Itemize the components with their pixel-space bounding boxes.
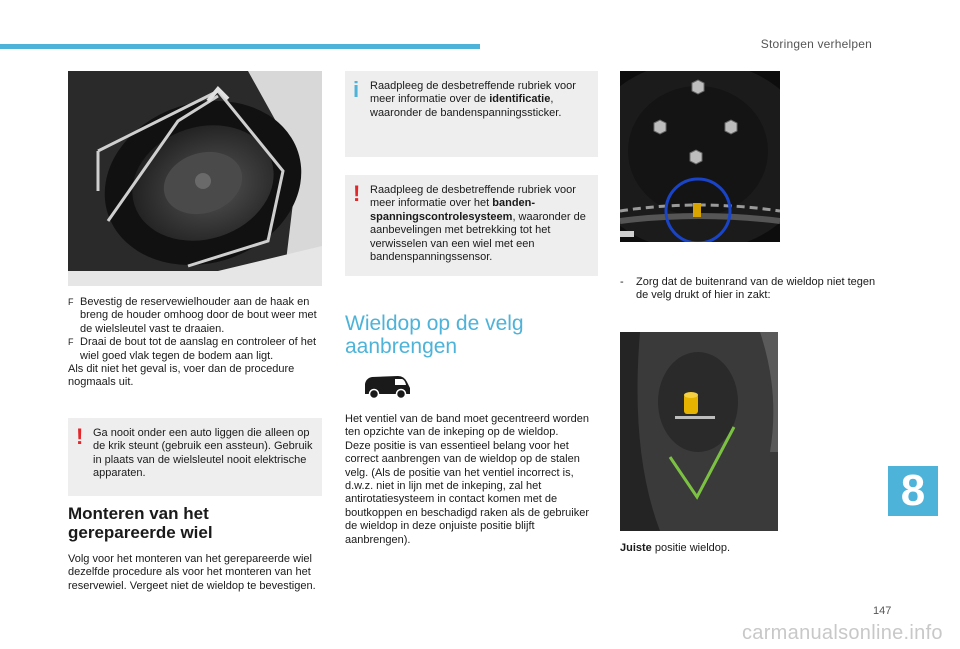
header-accent-bar	[0, 44, 480, 49]
list-item: F Draai de bout tot de aanslag en controleer of het wiel goed vlak tegen de bodem aan ligt.	[68, 336, 317, 362]
hubcap-text: Het ventiel van de band moet gecentreerd worden ten opzichte van de inkeping op de wieldop. Deze positie is van essentieel belang voor het correct aanbrengen van de wieldop op de stalen velg. (Als de positie van het ventiel incorrect is, d.w.z. niet in lijn met de inkeping, zal het antirotatiesysteem in contact komen met de boutkoppen en beschadigd raken als de gebruiker de wieldop in deze onjuiste positie blijft aanbrengen).	[345, 413, 590, 546]
warning-icon: !	[353, 181, 361, 206]
correct-position-photo	[620, 332, 778, 531]
van-icon	[362, 372, 412, 400]
warning-box-jack	[68, 418, 322, 496]
warning-icon: !	[76, 424, 84, 449]
info-box-identification	[345, 71, 598, 157]
section-title: Storingen verhelpen	[760, 37, 872, 51]
list-item: F Bevestig de reservewielhouder aan de haak en breng de houder omhoog door de bout weer met de wielsleutel vast te draaien.	[68, 296, 317, 335]
warning-text: Raadpleeg de desbetreffende rubriek voor meer informatie over het banden-spanningscontrolesysteem, waaronder de aanbevelingen met betrekking tot het verwisselen van een wiel met een bandenspanningssensor.	[370, 184, 586, 264]
heading-hubcap: Wieldop op de velg aanbrengen	[345, 312, 524, 358]
watermark: carmanualsonline.info	[742, 622, 943, 644]
info-icon: i	[353, 77, 360, 102]
chapter-tab: 8	[888, 466, 938, 516]
spare-wheel-photo	[68, 71, 322, 286]
page-number: 147	[873, 605, 892, 617]
repaired-wheel-text: Volg voor het monteren van het gerepareerde wiel dezelfde procedure als voor het monteren van het reservewiel. Vergeet niet de wieldop te bevestigen.	[68, 553, 316, 592]
procedure-note: Als dit niet het geval is, voer dan de procedure nogmaals uit.	[68, 363, 295, 389]
instruction-list	[68, 296, 324, 390]
warning-box-tpms	[345, 175, 598, 276]
warning-text: Ga nooit onder een auto liggen die alleen op de krik steunt (gebruik een assteun). Gebruik in plaats van de wielsleutel nooit elektrische apparaten.	[93, 427, 313, 480]
info-text: Raadpleeg de desbetreffende rubriek voor meer informatie over de identificatie, waaronder de bandenspanningssticker.	[370, 80, 576, 119]
heading-repaired-wheel: Monteren van het gerepareerde wiel	[68, 504, 213, 542]
hubcap-photo	[620, 71, 780, 242]
caption-correct-position: Juiste positie wieldop.	[620, 542, 731, 554]
caption-hubcap-rim: - Zorg dat de buitenrand van de wieldop niet tegen de velg drukt of hier in zakt:	[620, 276, 876, 302]
